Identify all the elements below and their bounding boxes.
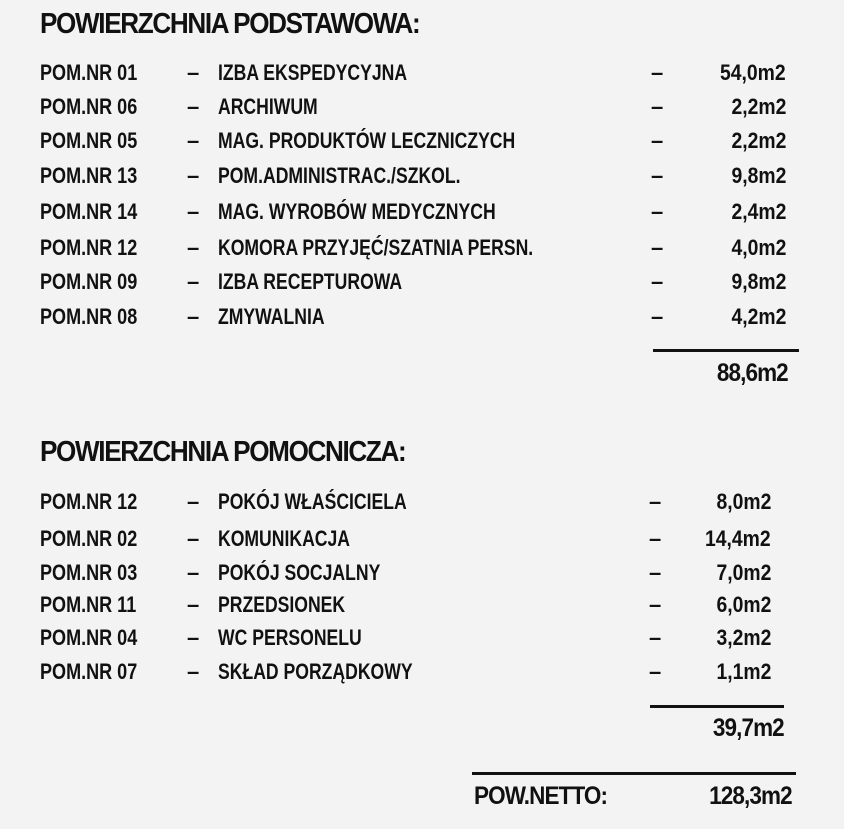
- separator-dash: –: [187, 560, 200, 585]
- room-area: 4,0m2: [731, 235, 786, 260]
- room-area: 9,8m2: [731, 269, 786, 294]
- room-number: POM.NR 05: [40, 128, 138, 153]
- primary-area-heading: POWIERZCHNIA PODSTAWOWA:: [40, 8, 420, 40]
- room-area: 14,4m2: [705, 526, 771, 551]
- netto-label: POW.NETTO:: [474, 782, 608, 810]
- room-number: POM.NR 09: [40, 269, 138, 294]
- auxiliary-area-heading: POWIERZCHNIA POMOCNICZA:: [40, 436, 406, 468]
- room-number: POM.NR 14: [40, 199, 138, 224]
- room-name: IZBA EKSPEDYCYJNA: [218, 60, 408, 85]
- table-row: [0, 489, 844, 521]
- table-row: [0, 163, 844, 195]
- table-row: [0, 625, 844, 657]
- separator-dash: –: [187, 60, 200, 85]
- table-row: [0, 60, 844, 92]
- primary-area-total: 88,6m2: [717, 359, 788, 387]
- separator-dash: –: [651, 269, 664, 294]
- separator-dash: –: [187, 235, 200, 260]
- room-name: MAG. PRODUKTÓW LECZNICZYCH: [218, 128, 516, 153]
- room-number: POM.NR 06: [40, 94, 138, 119]
- room-name: MAG. WYROBÓW MEDYCZNYCH: [218, 199, 496, 224]
- room-number: POM.NR 13: [40, 163, 138, 188]
- room-number: POM.NR 01: [40, 60, 138, 85]
- room-number: POM.NR 11: [40, 592, 137, 617]
- separator-dash: –: [187, 128, 200, 153]
- table-row: [0, 269, 844, 301]
- room-area: 4,2m2: [731, 304, 786, 329]
- subtotal-rule: [653, 349, 799, 352]
- table-row: [0, 304, 844, 336]
- table-row: [0, 235, 844, 267]
- room-area: 9,8m2: [731, 163, 786, 188]
- separator-dash: –: [649, 526, 662, 551]
- room-area: 6,0m2: [716, 592, 771, 617]
- netto-rule: [472, 772, 796, 775]
- room-number: POM.NR 07: [40, 659, 138, 684]
- table-row: [0, 128, 844, 160]
- room-area: 2,2m2: [731, 94, 786, 119]
- table-row: [0, 592, 844, 624]
- separator-dash: –: [649, 592, 662, 617]
- separator-dash: –: [651, 94, 664, 119]
- separator-dash: –: [187, 526, 200, 551]
- separator-dash: –: [187, 199, 200, 224]
- room-name: POKÓJ WŁAŚCICIELA: [218, 489, 407, 514]
- room-name: ARCHIWUM: [218, 94, 318, 119]
- room-name: WC PERSONELU: [218, 625, 362, 650]
- table-row: [0, 94, 844, 126]
- room-number: POM.NR 02: [40, 526, 138, 551]
- auxiliary-area-total: 39,7m2: [713, 714, 784, 742]
- separator-dash: –: [651, 163, 664, 188]
- room-area: 2,2m2: [731, 128, 786, 153]
- table-row: [0, 199, 844, 231]
- separator-dash: –: [187, 625, 200, 650]
- room-name: IZBA RECEPTUROWA: [218, 269, 403, 294]
- room-area: 7,0m2: [716, 560, 771, 585]
- room-number: POM.NR 12: [40, 235, 138, 260]
- room-name: KOMORA PRZYJĘĆ/SZATNIA PERSN.: [218, 235, 534, 260]
- separator-dash: –: [651, 128, 664, 153]
- room-name: SKŁAD PORZĄDKOWY: [218, 659, 413, 684]
- separator-dash: –: [649, 659, 662, 684]
- separator-dash: –: [649, 560, 662, 585]
- room-area: 1,1m2: [716, 659, 771, 684]
- separator-dash: –: [187, 163, 200, 188]
- separator-dash: –: [649, 625, 662, 650]
- room-area: 3,2m2: [716, 625, 771, 650]
- room-name: POM.ADMINISTRAC./SZKOL.: [218, 163, 461, 188]
- separator-dash: –: [187, 592, 200, 617]
- room-name: POKÓJ SOCJALNY: [218, 560, 381, 585]
- separator-dash: –: [187, 94, 200, 119]
- separator-dash: –: [651, 199, 664, 224]
- table-row: [0, 659, 844, 691]
- separator-dash: –: [651, 304, 664, 329]
- room-number: POM.NR 08: [40, 304, 138, 329]
- room-name: KOMUNIKACJA: [218, 526, 350, 551]
- table-row: [0, 526, 844, 558]
- netto-value: 128,3m2: [709, 782, 792, 810]
- subtotal-rule: [650, 705, 784, 708]
- room-number: POM.NR 12: [40, 489, 138, 514]
- room-number: POM.NR 03: [40, 560, 138, 585]
- separator-dash: –: [187, 659, 200, 684]
- room-area: 2,4m2: [731, 199, 786, 224]
- separator-dash: –: [651, 60, 664, 85]
- room-number: POM.NR 04: [40, 625, 138, 650]
- separator-dash: –: [187, 304, 200, 329]
- room-name: PRZEDSIONEK: [218, 592, 346, 617]
- separator-dash: –: [649, 489, 662, 514]
- separator-dash: –: [651, 235, 664, 260]
- separator-dash: –: [187, 269, 200, 294]
- separator-dash: –: [187, 489, 200, 514]
- room-name: ZMYWALNIA: [218, 304, 325, 329]
- room-area: 8,0m2: [716, 489, 771, 514]
- table-row: [0, 560, 844, 592]
- room-area: 54,0m2: [720, 60, 786, 85]
